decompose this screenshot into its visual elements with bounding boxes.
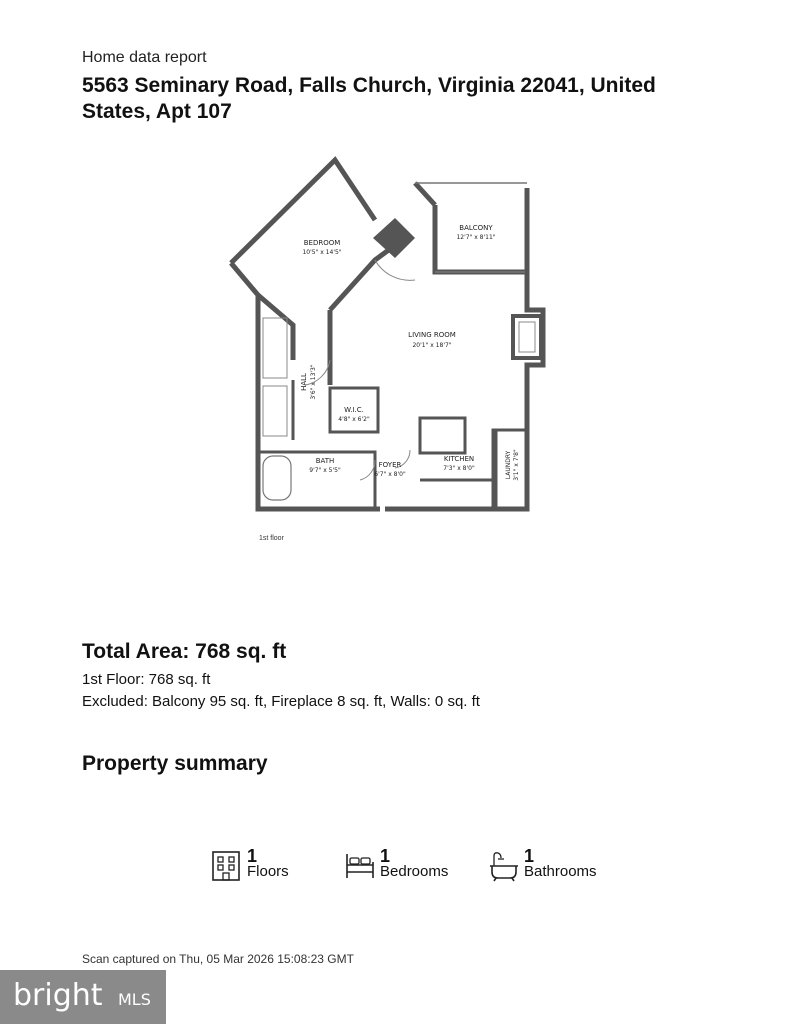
stat-bedrooms-value: 1 bbox=[380, 846, 391, 866]
brand-wordmark: bright bbox=[13, 978, 103, 1013]
room-name-wic: W.I.C. bbox=[344, 406, 364, 414]
report-label: Home data report bbox=[82, 49, 207, 66]
stat-bedrooms-label: Bedrooms bbox=[380, 863, 449, 880]
property-summary-title: Property summary bbox=[82, 752, 268, 775]
floor-plan-drawing bbox=[225, 150, 555, 520]
scan-timestamp: Scan captured on Thu, 05 Mar 2026 15:08:23 GMT bbox=[82, 952, 354, 966]
bright-mls-logo bbox=[0, 970, 166, 1024]
building-icon bbox=[211, 850, 241, 882]
stat-bathrooms bbox=[488, 846, 608, 886]
room-name-laundry: LAUNDRY bbox=[505, 450, 512, 480]
room-dims-hall: 3'6" x 13'3" bbox=[310, 364, 317, 400]
room-dims-balcony: 12'7" x 8'11" bbox=[456, 234, 496, 241]
bed-icon bbox=[344, 850, 376, 882]
room-dims-laundry: 3'1" x 7'8" bbox=[513, 449, 520, 481]
room-dims-living-room: 20'1" x 18'7" bbox=[412, 342, 452, 349]
room-name-bath: BATH bbox=[315, 457, 335, 465]
floor-caption: 1st floor bbox=[259, 535, 284, 542]
floor-area-line: 1st Floor: 768 sq. ft bbox=[82, 671, 211, 688]
room-name-kitchen: KITCHEN bbox=[443, 455, 475, 463]
stat-floors bbox=[211, 846, 321, 886]
bathtub-icon bbox=[488, 850, 520, 882]
room-name-foyer: FOYER bbox=[378, 461, 402, 469]
room-dims-kitchen: 7'3" x 8'0" bbox=[443, 465, 475, 472]
stat-floors-label: Floors bbox=[247, 863, 289, 880]
excluded-area-line: Excluded: Balcony 95 sq. ft, Fireplace 8 sq. ft, Walls: 0 sq. ft bbox=[82, 693, 480, 710]
room-dims-wic: 4'8" x 6'2" bbox=[338, 416, 370, 423]
room-name-living-room: LIVING ROOM bbox=[408, 331, 456, 339]
floor-plan bbox=[225, 150, 555, 520]
room-name-bedroom: BEDROOM bbox=[303, 239, 341, 247]
room-name-hall: HALL bbox=[300, 373, 308, 391]
room-dims-bedroom: 10'5" x 14'5" bbox=[302, 249, 342, 256]
brand-suffix: MLS bbox=[118, 990, 151, 1009]
room-dims-foyer: 6'7" x 8'0" bbox=[374, 471, 406, 478]
property-address: 5563 Seminary Road, Falls Church, Virginia 22041, United States, Apt 107 bbox=[82, 74, 656, 123]
stat-bathrooms-value: 1 bbox=[524, 846, 535, 866]
room-name-balcony: BALCONY bbox=[459, 224, 493, 232]
stat-bathrooms-label: Bathrooms bbox=[524, 863, 597, 880]
total-area: Total Area: 768 sq. ft bbox=[82, 640, 287, 663]
stat-bedrooms bbox=[344, 846, 464, 886]
room-dims-bath: 9'7" x 5'5" bbox=[309, 467, 341, 474]
stat-floors-value: 1 bbox=[247, 846, 258, 866]
